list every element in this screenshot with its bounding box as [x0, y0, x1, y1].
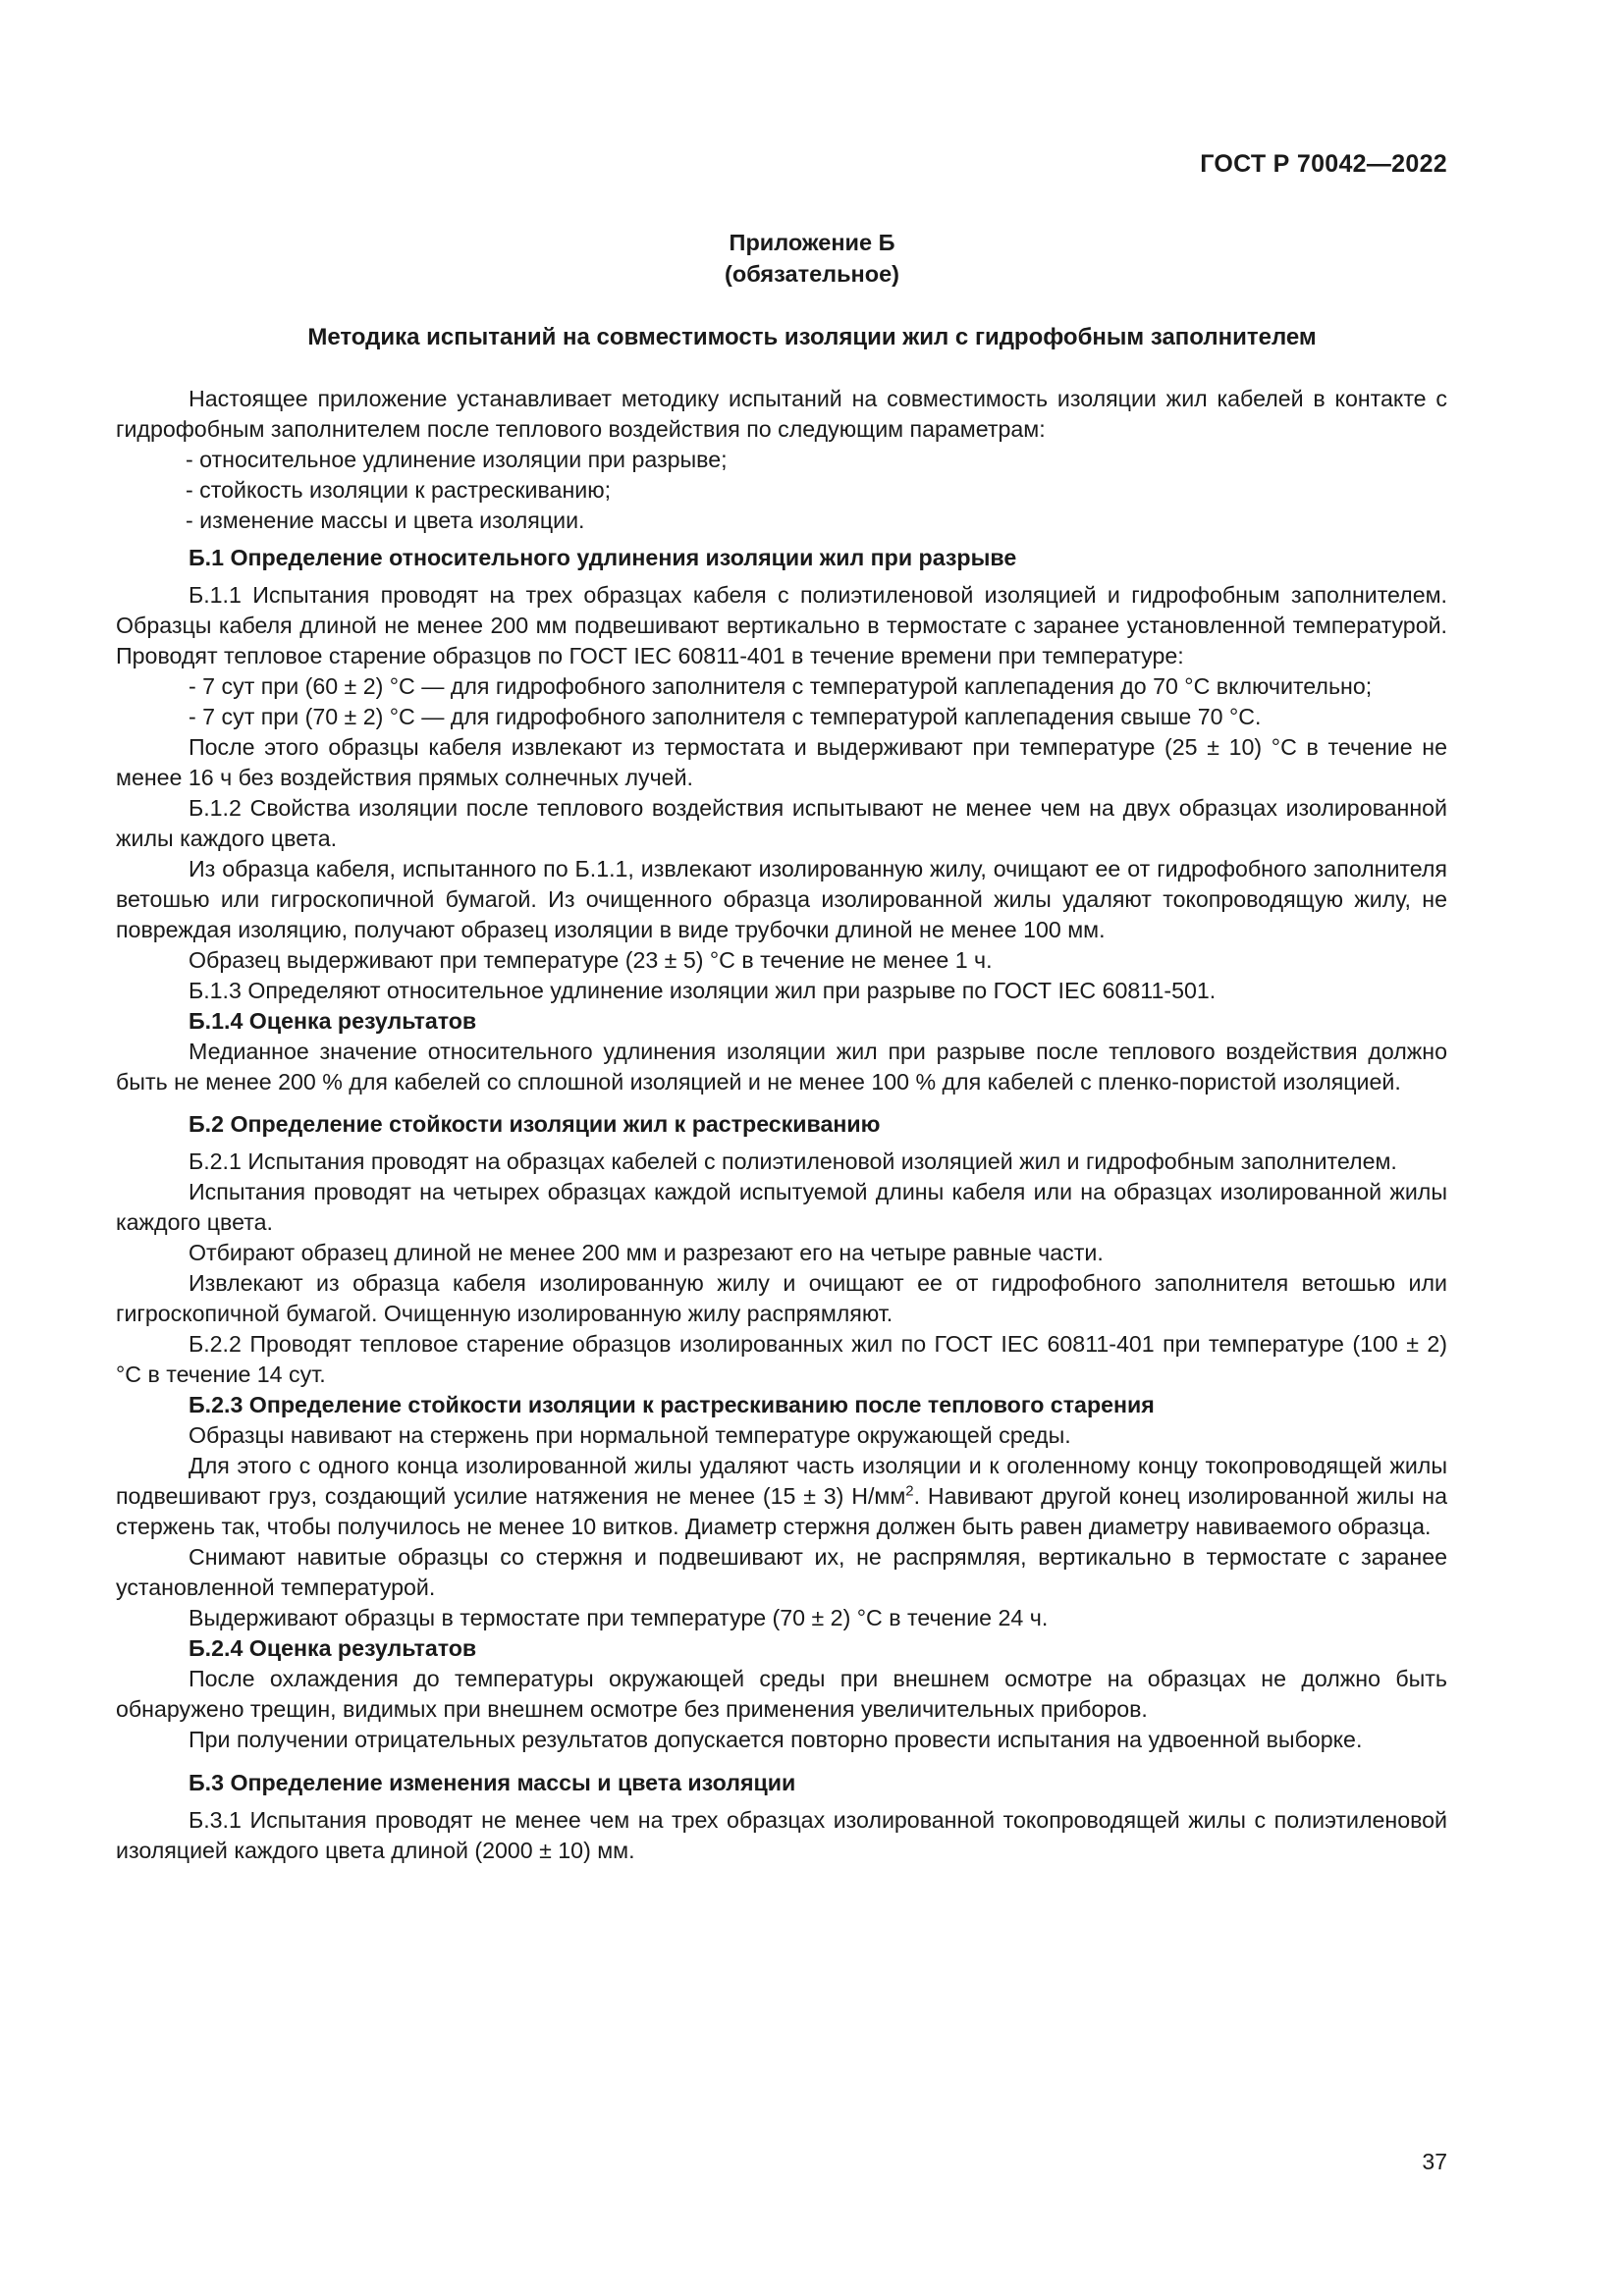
- list-item: - 7 сут при (70 ± 2) °С — для гидрофобного заполнителя с температурой каплепадения свыше 70 °С.: [189, 704, 1262, 729]
- paragraph: Отбирают образец длиной не менее 200 мм и разрезают его на четыре равные части.: [189, 1240, 1104, 1265]
- paragraph: Б.1.3 Определяют относительное удлинение изоляции жил при разрыве по ГОСТ IEC 60811-501.: [189, 978, 1217, 1003]
- paragraph: Образец выдерживают при температуре (23 ± 5) °С в течение не менее 1 ч.: [189, 947, 993, 973]
- paragraph: [116, 1451, 1447, 1542]
- section-heading-b1: Б.1 Определение относительного удлинения изоляции жил при разрыве: [189, 545, 1017, 570]
- paragraph: После охлаждения до температуры окружающей среды при внешнем осмотре на образцах не должно быть обнаружено трещин, видимых при внешнем осмотре без применения увеличительных приборов.: [116, 1666, 1447, 1722]
- paragraph-text: . Навивают другой конец изолированной жилы на стержень так, чтобы получилось не менее 10 витков. Диаметр стержня должен быть равен диаметру навиваемого образца.: [116, 1483, 1448, 1539]
- paragraph: Снимают навитые образцы со стержня и подвешивают их, не распрямляя, вертикально в термостате с заранее установленной температурой.: [116, 1544, 1447, 1600]
- paragraph: Из образца кабеля, испытанного по Б.1.1, извлекают изолированную жилу, очищают ее от гидрофобного заполнителя ветошью или гигроскопичной бумагой. Из очищенного образца изолированной жилы удаляют токопроводящую жилу, не повреждая изоляцию, получают образец изоляции в виде трубочки длиной не менее 100 мм.: [116, 856, 1447, 942]
- paragraph: При получении отрицательных результатов допускается повторно провести испытания на удвоенной выборке.: [189, 1727, 1363, 1752]
- paragraph: Б.1.1 Испытания проводят на трех образцах кабеля с полиэтиленовой изоляцией и гидрофобным заполнителем. Образцы кабеля длиной не менее 200 мм подвешивают вертикально в термостате с заранее установленной температурой. Проводят тепловое старение образцов по ГОСТ IEC 60811-401 в течение времени при температуре:: [116, 582, 1447, 668]
- paragraph: После этого образцы кабеля извлекают из термостата и выдерживают при температуре (25 ± 10) °С в течение не менее 16 ч без воздействия прямых солнечных лучей.: [116, 734, 1447, 790]
- list-item: - 7 сут при (60 ± 2) °С — для гидрофобного заполнителя с температурой каплепадения до 70 °С включительно;: [189, 673, 1373, 699]
- appendix-label: Приложение Б: [729, 230, 895, 255]
- paragraph: Образцы навивают на стержень при нормальной температуре окружающей среды.: [189, 1422, 1071, 1448]
- subsection-heading: Б.1.4 Оценка результатов: [189, 1008, 477, 1034]
- paragraph: Извлекают из образца кабеля изолированную жилу и очищают ее от гидрофобного заполнителя ветошью или гигроскопичной бумагой. Очищенную изолированную жилу распрямляют.: [116, 1270, 1447, 1326]
- appendix-status: (обязательное): [725, 261, 899, 287]
- paragraph-text: Для этого с одного конца изолированной жилы удаляют часть изоляции и к оголенному концу токопроводящей жилы подвешивают груз, создающий усилие натяжения не менее (15 ± 3) Н/мм: [116, 1453, 1447, 1509]
- document-body: [116, 384, 1447, 1866]
- intro-paragraph: Настоящее приложение устанавливает методику испытаний на совместимость изоляции жил кабелей в контакте с гидрофобным заполнителем после теплового воздействия по следующим параметрам:: [116, 386, 1447, 442]
- paragraph: Б.1.2 Свойства изоляции после теплового воздействия испытывают не менее чем на двух образцах изолированной жилы каждого цвета.: [116, 795, 1447, 851]
- document-code: ГОСТ Р 70042—2022: [1200, 150, 1447, 178]
- list-item: - изменение массы и цвета изоляции.: [186, 507, 585, 533]
- list-item: - стойкость изоляции к растрескиванию;: [186, 477, 612, 503]
- subsection-heading: Б.2.4 Оценка результатов: [189, 1635, 477, 1661]
- section-heading-b3: Б.3 Определение изменения массы и цвета изоляции: [189, 1770, 796, 1795]
- page-number: 37: [1422, 2149, 1447, 2174]
- paragraph: Б.3.1 Испытания проводят не менее чем на трех образцах изолированной токопроводящей жилы с полиэтиленовой изоляцией каждого цвета длиной (2000 ± 10) мм.: [116, 1807, 1447, 1863]
- paragraph: Медианное значение относительного удлинения изоляции жил при разрыве после теплового воздействия должно быть не менее 200 % для кабелей со сплошной изоляцией и не менее 100 % для кабелей с пленко-пористой изоляцией.: [116, 1039, 1447, 1095]
- paragraph: Испытания проводят на четырех образцах каждой испытуемой длины кабеля или на образцах изолированной жилы каждого цвета.: [116, 1179, 1447, 1235]
- appendix-heading: [177, 227, 1447, 290]
- superscript: 2: [905, 1482, 914, 1500]
- paragraph: Выдерживают образцы в термостате при температуре (70 ± 2) °С в течение 24 ч.: [189, 1605, 1049, 1630]
- paragraph: Б.2.2 Проводят тепловое старение образцов изолированных жил по ГОСТ IEC 60811-401 при температуре (100 ± 2) °С в течение 14 сут.: [116, 1331, 1447, 1387]
- appendix-title: Методика испытаний на совместимость изоляции жил с гидрофобным заполнителем: [307, 324, 1317, 350]
- list-item: - относительное удлинение изоляции при разрыве;: [186, 447, 728, 472]
- paragraph: Б.2.1 Испытания проводят на образцах кабелей с полиэтиленовой изоляцией жил и гидрофобным заполнителем.: [189, 1148, 1397, 1174]
- subsection-heading: Б.2.3 Определение стойкости изоляции к растрескиванию после теплового старения: [189, 1392, 1155, 1417]
- section-heading-b2: Б.2 Определение стойкости изоляции жил к растрескиванию: [189, 1111, 881, 1137]
